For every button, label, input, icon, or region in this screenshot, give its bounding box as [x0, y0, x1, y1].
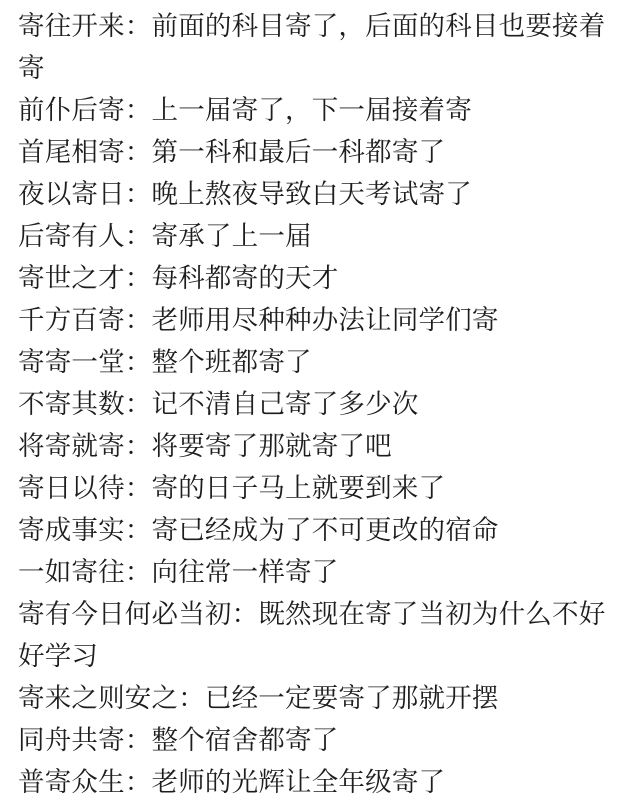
- entry-term: 寄有今日何必当初: [18, 599, 232, 630]
- entry-definition: 将要寄了那就寄了吧: [151, 431, 392, 462]
- entry-separator: ：: [124, 725, 152, 756]
- entry-definition: 整个宿舍都寄了: [151, 725, 339, 756]
- entry-definition: 上一届寄了，下一届接着寄: [151, 95, 472, 126]
- entry-term: 寄成事实: [18, 515, 125, 546]
- entry-separator: ：: [124, 389, 152, 420]
- entry-definition: 每科都寄的天才: [151, 263, 339, 294]
- list-item: [18, 552, 626, 594]
- entry-definition: 寄的日子马上就要到来了: [151, 473, 446, 504]
- entry-definition: 已经一定要寄了那就开摆: [204, 683, 499, 714]
- list-item: [18, 258, 626, 300]
- entry-separator: ：: [124, 263, 152, 294]
- entry-term: 同舟共寄: [18, 725, 125, 756]
- list-item: [18, 216, 626, 258]
- entry-separator: ：: [124, 767, 152, 798]
- list-item: [18, 594, 626, 678]
- entry-separator: ：: [124, 179, 152, 210]
- entry-definition: 第一科和最后一科都寄了: [151, 137, 446, 168]
- entry-term: 寄日以待: [18, 473, 125, 504]
- entry-definition: 既然现在寄了当初为什么不好好学习: [18, 599, 606, 672]
- entry-term: 一如寄往: [18, 557, 125, 588]
- entry-separator: ：: [231, 599, 259, 630]
- entry-separator: ：: [124, 305, 152, 336]
- entry-term: 寄来之则安之: [18, 683, 179, 714]
- list-item: [18, 720, 626, 762]
- entry-definition: 前面的科目寄了，后面的科目也要接着寄: [18, 11, 606, 84]
- entry-separator: ：: [124, 11, 152, 42]
- entry-separator: ：: [124, 137, 152, 168]
- entry-term: 不寄其数: [18, 389, 125, 420]
- entry-separator: ：: [124, 95, 152, 126]
- entry-term: 普寄众生: [18, 767, 125, 798]
- list-item: [18, 132, 626, 174]
- entry-separator: ：: [124, 515, 152, 546]
- entry-separator: ：: [124, 431, 152, 462]
- list-item: [18, 342, 626, 384]
- entry-separator: ：: [124, 221, 152, 252]
- list-item: [18, 678, 626, 720]
- entry-term: 寄往开来: [18, 11, 125, 42]
- list-item: [18, 6, 626, 90]
- entry-term: 千方百寄: [18, 305, 125, 336]
- entry-term: 将寄就寄: [18, 431, 125, 462]
- entry-term: 首尾相寄: [18, 137, 125, 168]
- entry-term: 寄世之才: [18, 263, 125, 294]
- entry-definition: 记不清自己寄了多少次: [151, 389, 419, 420]
- entry-definition: 老师的光辉让全年级寄了: [151, 767, 446, 798]
- entry-definition: 晚上熬夜导致白天考试寄了: [151, 179, 472, 210]
- entry-term: 夜以寄日: [18, 179, 125, 210]
- entry-separator: ：: [178, 683, 205, 714]
- entry-definition: 寄已经成为了不可更改的宿命: [151, 515, 499, 546]
- entry-term: 寄寄一堂: [18, 347, 125, 378]
- list-item: [18, 762, 626, 804]
- list-item: [18, 90, 626, 132]
- entry-definition: 老师用尽种种办法让同学们寄: [151, 305, 499, 336]
- entry-separator: ：: [124, 347, 152, 378]
- entry-definition: 寄承了上一届: [151, 221, 312, 252]
- entry-term: 前仆后寄: [18, 95, 125, 126]
- entry-definition: 整个班都寄了: [151, 347, 312, 378]
- list-item: [18, 510, 626, 552]
- entry-separator: ：: [124, 473, 152, 504]
- list-item: [18, 384, 626, 426]
- entry-term: 后寄有人: [18, 221, 125, 252]
- list-item: [18, 174, 626, 216]
- entry-definition: 向往常一样寄了: [151, 557, 339, 588]
- list-item: [18, 300, 626, 342]
- entry-separator: ：: [124, 557, 152, 588]
- list-item: [18, 468, 626, 510]
- list-item: [18, 426, 626, 468]
